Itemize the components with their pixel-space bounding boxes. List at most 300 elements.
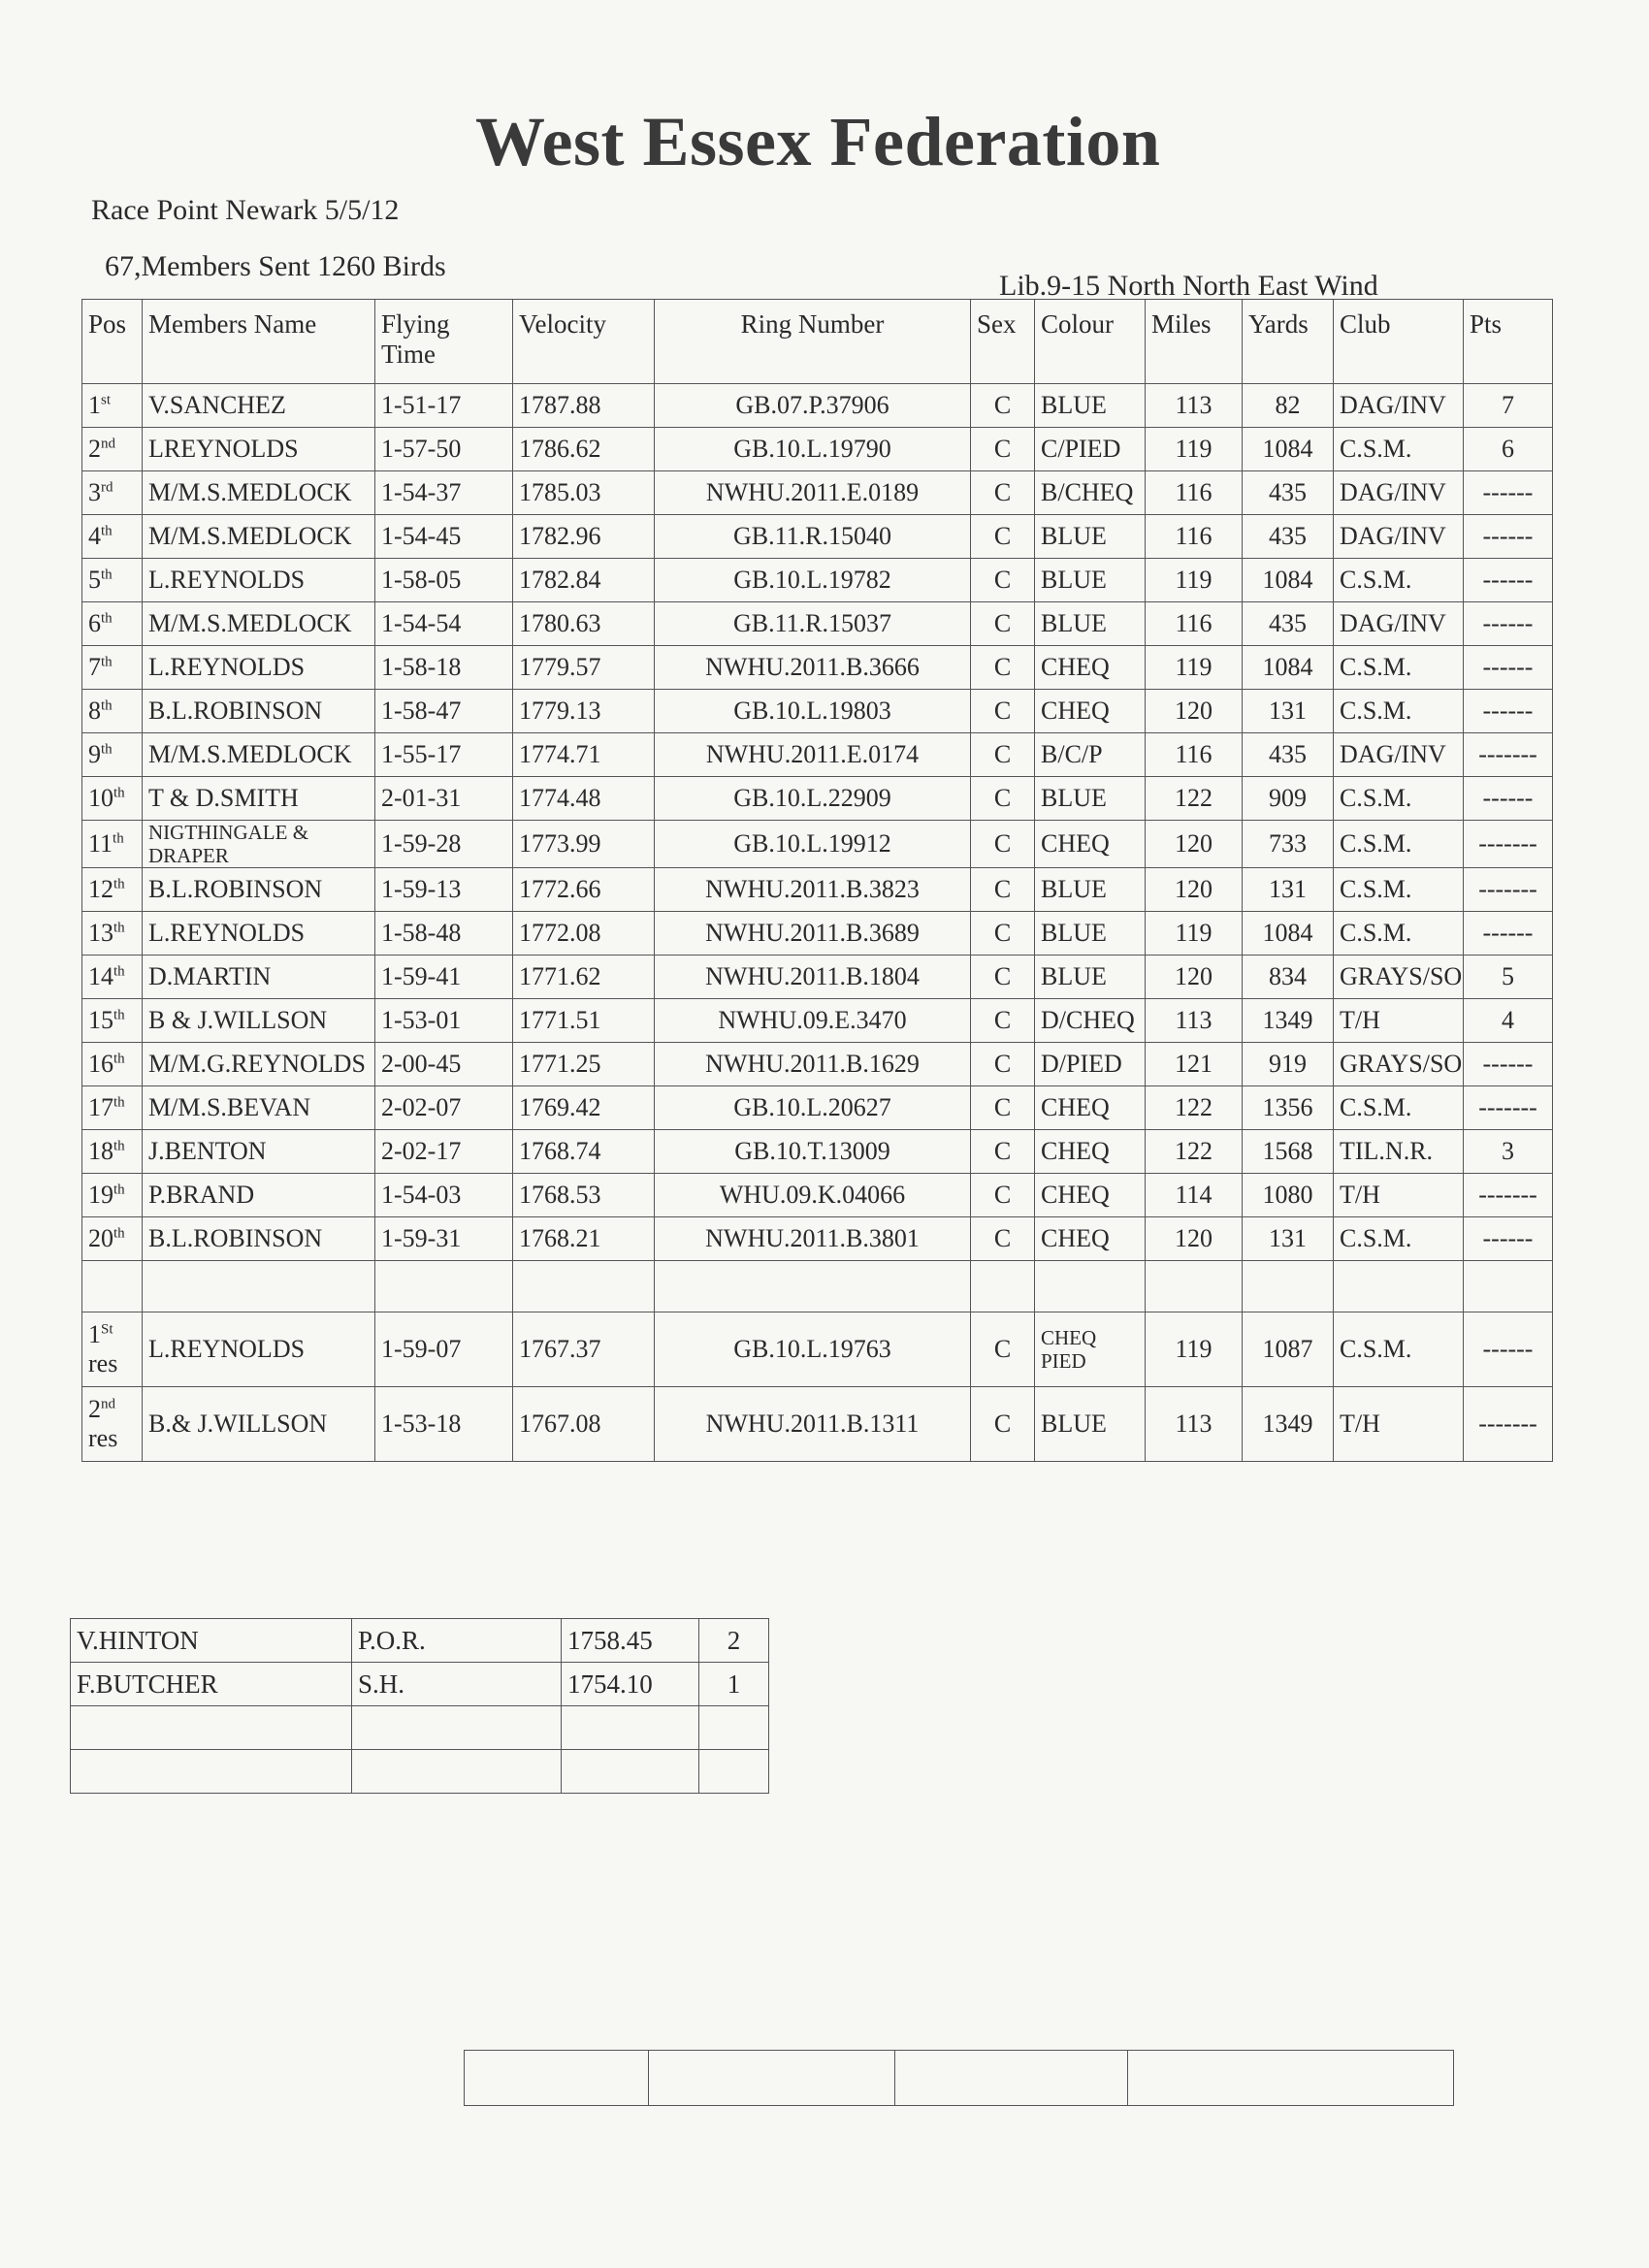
club: DAG/INV [1340, 391, 1446, 419]
pos-suffix: th [113, 1007, 125, 1023]
pos-cell [82, 1043, 143, 1086]
pos-number: 8 [88, 697, 101, 725]
miles: 114 [1175, 1181, 1212, 1209]
flying-time: 1-55-17 [381, 740, 462, 768]
pts-cell [1464, 384, 1553, 428]
flying-time: 1-54-54 [381, 609, 462, 637]
empty-cell [655, 1261, 971, 1312]
reserve-tag: res [88, 1349, 118, 1377]
club: C.S.M. [1340, 784, 1412, 812]
empty-cell [1334, 1261, 1464, 1312]
flying-time-cell [375, 384, 513, 428]
sex-cell [971, 471, 1035, 515]
yards-cell [1243, 1387, 1334, 1462]
sex: C [993, 784, 1012, 812]
miles-cell [1146, 1086, 1243, 1130]
pts: 4 [1502, 1006, 1514, 1034]
colour: BLUE [1041, 566, 1107, 594]
pos-number: 16 [88, 1050, 113, 1078]
member-name-cell [143, 384, 375, 428]
pts: ------- [1478, 1181, 1537, 1209]
pos-suffix: th [113, 830, 124, 847]
pts-cell [1464, 999, 1553, 1043]
pos-number: 20 [88, 1224, 113, 1252]
ring-number: NWHU.2011.B.1804 [705, 962, 920, 990]
velocity: 1774.48 [519, 784, 601, 812]
miles-cell [1146, 471, 1243, 515]
miles-cell [1146, 821, 1243, 868]
colour-cell [1035, 821, 1146, 868]
club: T/H [1340, 1181, 1380, 1209]
miles-cell [1146, 1312, 1243, 1387]
velocity-cell [513, 428, 655, 471]
colour-cell [1035, 956, 1146, 999]
velocity: 1771.25 [519, 1050, 601, 1078]
pos-cell [82, 602, 143, 646]
sex-cell [971, 1043, 1035, 1086]
velocity: 1771.62 [519, 962, 601, 990]
colour: D/CHEQ [1041, 1006, 1135, 1034]
ring-number: WHU.09.K.04066 [719, 1181, 906, 1209]
member-name: B.& J.WILLSON [148, 1409, 328, 1438]
pos-number: 6 [88, 609, 101, 637]
club: C.S.M. [1340, 653, 1412, 681]
miles: 120 [1175, 962, 1212, 990]
miles: 120 [1175, 697, 1212, 725]
yards-cell [1243, 515, 1334, 559]
pos-cell [82, 384, 143, 428]
colour: BLUE [1041, 875, 1107, 903]
pts: 1 [727, 1669, 741, 1699]
pos-number: 13 [88, 919, 113, 947]
member-name-cell [143, 471, 375, 515]
sex-cell [971, 956, 1035, 999]
extra-row [71, 1619, 769, 1663]
pos-cell [82, 1086, 143, 1130]
table-row [82, 1217, 1553, 1261]
flying-time-cell [375, 1174, 513, 1217]
flying-time-cell [375, 559, 513, 602]
member-name-cell [143, 1130, 375, 1174]
velocity-cell [513, 515, 655, 559]
ring-number-cell [655, 912, 971, 956]
colour-cell [1035, 777, 1146, 821]
empty-cell [971, 1261, 1035, 1312]
yards-cell [1243, 471, 1334, 515]
pos-suffix: st [101, 392, 112, 408]
ring-number-cell [655, 384, 971, 428]
pos-cell [82, 1387, 143, 1462]
flying-time: 2-02-07 [381, 1093, 462, 1121]
sex-cell [971, 646, 1035, 690]
reserve-row [82, 1312, 1553, 1387]
sex: C [993, 653, 1012, 681]
velocity-cell [513, 1174, 655, 1217]
member-name: M/M.S.MEDLOCK [148, 478, 352, 506]
colour-cell [1035, 1174, 1146, 1217]
table-row [82, 1086, 1553, 1130]
pos-suffix: th [113, 1051, 125, 1067]
flying-time-cell [375, 912, 513, 956]
ring-number-cell [655, 1217, 971, 1261]
pos-number: 12 [88, 875, 113, 903]
velocity-cell [513, 384, 655, 428]
club-cell [1334, 1130, 1464, 1174]
member-name-cell [143, 1086, 375, 1130]
club: C.S.M. [1340, 1224, 1412, 1252]
yards: 435 [1269, 609, 1307, 637]
ring-number: GB.10.L.22909 [733, 784, 891, 812]
member-name: B.L.ROBINSON [148, 875, 323, 903]
pts-cell [1464, 1086, 1553, 1130]
miles: 116 [1175, 522, 1212, 550]
empty-cell [895, 2051, 1128, 2106]
colour: CHEQ [1041, 1181, 1110, 1209]
yards: 435 [1269, 478, 1307, 506]
member-name: NIGTHINGALE & [148, 821, 309, 844]
member-name: B & J.WILLSON [148, 1006, 328, 1034]
reserve-tag: res [88, 1424, 118, 1452]
miles-cell [1146, 1217, 1243, 1261]
empty-cell [699, 1706, 769, 1750]
flying-time: 2-00-45 [381, 1050, 462, 1078]
table-row [82, 1130, 1553, 1174]
club-cell [1334, 956, 1464, 999]
member-name-cell [143, 821, 375, 868]
colour: CHEQ [1041, 653, 1110, 681]
velocity: 1767.08 [519, 1409, 601, 1438]
flying-time: 1-54-37 [381, 478, 462, 506]
pos-suffix: th [101, 697, 113, 714]
velocity: 1782.84 [519, 566, 601, 594]
velocity-cell [513, 999, 655, 1043]
sex-cell [971, 1174, 1035, 1217]
sex: C [993, 875, 1012, 903]
club-cell [1334, 690, 1464, 733]
yards: 1080 [1262, 1181, 1313, 1209]
colour: CHEQ [1041, 1224, 1110, 1252]
sex-cell [971, 559, 1035, 602]
sex: C [993, 391, 1012, 419]
velocity: 1768.53 [519, 1181, 601, 1209]
club: C.S.M. [1340, 566, 1412, 594]
col-pts: Pts [1464, 300, 1553, 384]
club: S.H. [358, 1669, 405, 1699]
pos-cell [82, 733, 143, 777]
pos-number: 17 [88, 1093, 113, 1121]
empty-cell [513, 1261, 655, 1312]
velocity: 1772.08 [519, 919, 601, 947]
yards-cell [1243, 1043, 1334, 1086]
colour: BLUE [1041, 1409, 1107, 1438]
miles: 119 [1175, 1335, 1212, 1363]
pos-cell [82, 690, 143, 733]
club-cell [1334, 1043, 1464, 1086]
pts-cell [1464, 777, 1553, 821]
pos-cell [82, 1174, 143, 1217]
yards-cell [1243, 559, 1334, 602]
extra-row-empty [71, 1750, 769, 1794]
club: GRAYS/SO [1340, 1050, 1463, 1078]
flying-time: 1-59-31 [381, 1224, 462, 1252]
table-row [82, 1174, 1553, 1217]
sex-cell [971, 515, 1035, 559]
sex-cell [971, 821, 1035, 868]
yards: 733 [1269, 829, 1307, 858]
velocity: 1772.66 [519, 875, 601, 903]
flying-time-cell [375, 428, 513, 471]
miles: 116 [1175, 740, 1212, 768]
yards-cell [1243, 733, 1334, 777]
ring-number-cell [655, 1174, 971, 1217]
member-name: J.BENTON [148, 1137, 267, 1165]
table-row [82, 559, 1553, 602]
col-ring: Ring Number [655, 300, 971, 384]
pos-number: 11 [88, 829, 113, 858]
colour: BLUE [1041, 919, 1107, 947]
ring-number-cell [655, 1387, 971, 1462]
pos-cell [82, 559, 143, 602]
pts: 5 [1502, 962, 1514, 990]
ring-number: NWHU.2011.B.3666 [705, 653, 920, 681]
velocity: 1754.10 [567, 1669, 653, 1699]
pos-suffix: th [101, 567, 113, 583]
member-name-cell [71, 1663, 352, 1706]
ring-number-cell [655, 1086, 971, 1130]
flying-time: 1-53-01 [381, 1006, 462, 1034]
pts: ------- [1478, 1093, 1537, 1121]
pts: ------ [1482, 919, 1534, 947]
empty-cell [1243, 1261, 1334, 1312]
colour: CHEQ [1041, 1093, 1110, 1121]
velocity: 1767.37 [519, 1335, 601, 1363]
miles: 119 [1175, 435, 1212, 463]
club: C.S.M. [1340, 875, 1412, 903]
empty-cell [375, 1261, 513, 1312]
club-cell [1334, 777, 1464, 821]
yards: 1084 [1262, 435, 1313, 463]
club-cell [1334, 1174, 1464, 1217]
velocity-cell [513, 1086, 655, 1130]
velocity: 1782.96 [519, 522, 601, 550]
miles: 120 [1175, 829, 1212, 858]
ring-number: GB.11.R.15037 [733, 609, 891, 637]
ring-number-cell [655, 821, 971, 868]
empty-table [464, 2050, 1454, 2106]
table-row [82, 956, 1553, 999]
col-sex: Sex [971, 300, 1035, 384]
club-cell [1334, 1387, 1464, 1462]
yards-cell [1243, 821, 1334, 868]
miles-cell [1146, 515, 1243, 559]
velocity-cell [513, 733, 655, 777]
pos-cell [82, 999, 143, 1043]
pos-cell [82, 1217, 143, 1261]
club: DAG/INV [1340, 522, 1446, 550]
yards-cell [1243, 912, 1334, 956]
miles: 113 [1175, 391, 1212, 419]
sex: C [993, 1093, 1012, 1121]
yards: 131 [1269, 1224, 1307, 1252]
table-row [82, 690, 1553, 733]
pos-suffix: St [101, 1321, 113, 1338]
miles: 122 [1175, 1093, 1212, 1121]
spacer-row [82, 1261, 1553, 1312]
club-cell [1334, 868, 1464, 912]
sex: C [993, 609, 1012, 637]
colour: BLUE [1041, 962, 1107, 990]
pos-cell [82, 868, 143, 912]
yards: 919 [1269, 1050, 1307, 1078]
ring-number: NWHU.2011.B.1629 [705, 1050, 920, 1078]
velocity-cell [513, 1043, 655, 1086]
club: TIL.N.R. [1340, 1137, 1434, 1165]
pos-suffix: th [101, 741, 113, 758]
pts: ------ [1482, 1050, 1534, 1078]
member-name-cell [143, 1217, 375, 1261]
sex: C [993, 522, 1012, 550]
sex-cell [971, 868, 1035, 912]
pts-cell [1464, 515, 1553, 559]
member-name: LREYNOLDS [148, 435, 299, 463]
ring-number: GB.10.L.19790 [733, 435, 891, 463]
colour: CHEQ [1041, 1137, 1110, 1165]
colour: CHEQ [1041, 697, 1110, 725]
pos-suffix: rd [101, 479, 113, 496]
velocity-cell [513, 1217, 655, 1261]
colour-cell [1035, 515, 1146, 559]
flying-time: 1-59-13 [381, 875, 462, 903]
empty-cell [562, 1750, 699, 1794]
club: C.S.M. [1340, 919, 1412, 947]
pts-cell [1464, 1130, 1553, 1174]
pts: ------- [1478, 829, 1537, 858]
member-name-cell [143, 1387, 375, 1462]
velocity-cell [513, 956, 655, 999]
table-row [82, 602, 1553, 646]
sex-cell [971, 1086, 1035, 1130]
pts: ------ [1482, 1224, 1534, 1252]
pts: 6 [1502, 435, 1514, 463]
table-row [82, 821, 1553, 868]
table-row [82, 912, 1553, 956]
pts-cell [1464, 1043, 1553, 1086]
pos-cell [82, 646, 143, 690]
club-cell [1334, 821, 1464, 868]
pts-cell [1464, 471, 1553, 515]
miles-cell [1146, 1174, 1243, 1217]
club-cell [1334, 733, 1464, 777]
member-name-cell [143, 602, 375, 646]
club-cell [352, 1663, 562, 1706]
flying-time: 1-54-03 [381, 1181, 462, 1209]
club: DAG/INV [1340, 609, 1446, 637]
pos-suffix: th [113, 1094, 125, 1111]
pts-cell [1464, 733, 1553, 777]
sex-cell [971, 1130, 1035, 1174]
flying-time-cell [375, 999, 513, 1043]
colour-cell [1035, 602, 1146, 646]
pts: 3 [1502, 1137, 1514, 1165]
table-row [82, 384, 1553, 428]
ring-number: GB.10.L.19803 [733, 697, 891, 725]
col-name: Members Name [143, 300, 375, 384]
pts-cell [1464, 602, 1553, 646]
ring-number: GB.10.L.19763 [733, 1335, 891, 1363]
pos-number: 4 [88, 522, 101, 550]
pts: ------- [1478, 1409, 1537, 1438]
colour-cell [1035, 559, 1146, 602]
yards: 1349 [1262, 1006, 1313, 1034]
empty-row [465, 2051, 1454, 2106]
colour-cell [1035, 1086, 1146, 1130]
member-name: T & D.SMITH [148, 784, 299, 812]
table-row [82, 515, 1553, 559]
colour-cell [1035, 733, 1146, 777]
sex: C [993, 1224, 1012, 1252]
extra-row-empty [71, 1706, 769, 1750]
club: GRAYS/SO [1340, 962, 1463, 990]
table-row [82, 1043, 1553, 1086]
sex: C [993, 1409, 1012, 1438]
pts: ------ [1482, 697, 1534, 725]
pos-suffix: th [113, 963, 125, 980]
members-sent: 67,Members Sent 1260 Birds [105, 250, 446, 282]
member-name: L.REYNOLDS [148, 1335, 306, 1363]
flying-time-cell [375, 868, 513, 912]
pts-cell [1464, 821, 1553, 868]
pos-suffix: nd [101, 1396, 115, 1412]
miles-cell [1146, 384, 1243, 428]
col-miles: Miles [1146, 300, 1243, 384]
sex: C [993, 1137, 1012, 1165]
member-name: M/M.S.MEDLOCK [148, 740, 352, 768]
empty-cell [352, 1706, 562, 1750]
velocity: 1768.21 [519, 1224, 601, 1252]
velocity-cell [513, 821, 655, 868]
miles-cell [1146, 956, 1243, 999]
sex-cell [971, 912, 1035, 956]
table-row [82, 471, 1553, 515]
col-time: Flying Time [375, 300, 513, 384]
empty-cell [1464, 1261, 1553, 1312]
pts: ------ [1482, 566, 1534, 594]
yards: 435 [1269, 740, 1307, 768]
club-cell [1334, 428, 1464, 471]
miles-cell [1146, 1387, 1243, 1462]
pts: ------ [1482, 1335, 1534, 1363]
velocity: 1780.63 [519, 609, 601, 637]
member-name-cell [143, 912, 375, 956]
member-name: M/M.S.BEVAN [148, 1093, 311, 1121]
colour-cell [1035, 999, 1146, 1043]
velocity-cell [513, 690, 655, 733]
ring-number: GB.07.P.37906 [735, 391, 889, 419]
member-name-cell [143, 956, 375, 999]
pos-number: 2 [88, 1395, 101, 1423]
member-name-2: DRAPER [148, 844, 229, 867]
club: DAG/INV [1340, 478, 1446, 506]
sex-cell [971, 428, 1035, 471]
ring-number-cell [655, 868, 971, 912]
pts: 2 [727, 1625, 741, 1655]
colour-cell [1035, 1387, 1146, 1462]
yards-cell [1243, 777, 1334, 821]
yards-cell [1243, 602, 1334, 646]
pos-cell [82, 956, 143, 999]
results-table [81, 299, 1553, 1462]
ring-number-cell [655, 777, 971, 821]
